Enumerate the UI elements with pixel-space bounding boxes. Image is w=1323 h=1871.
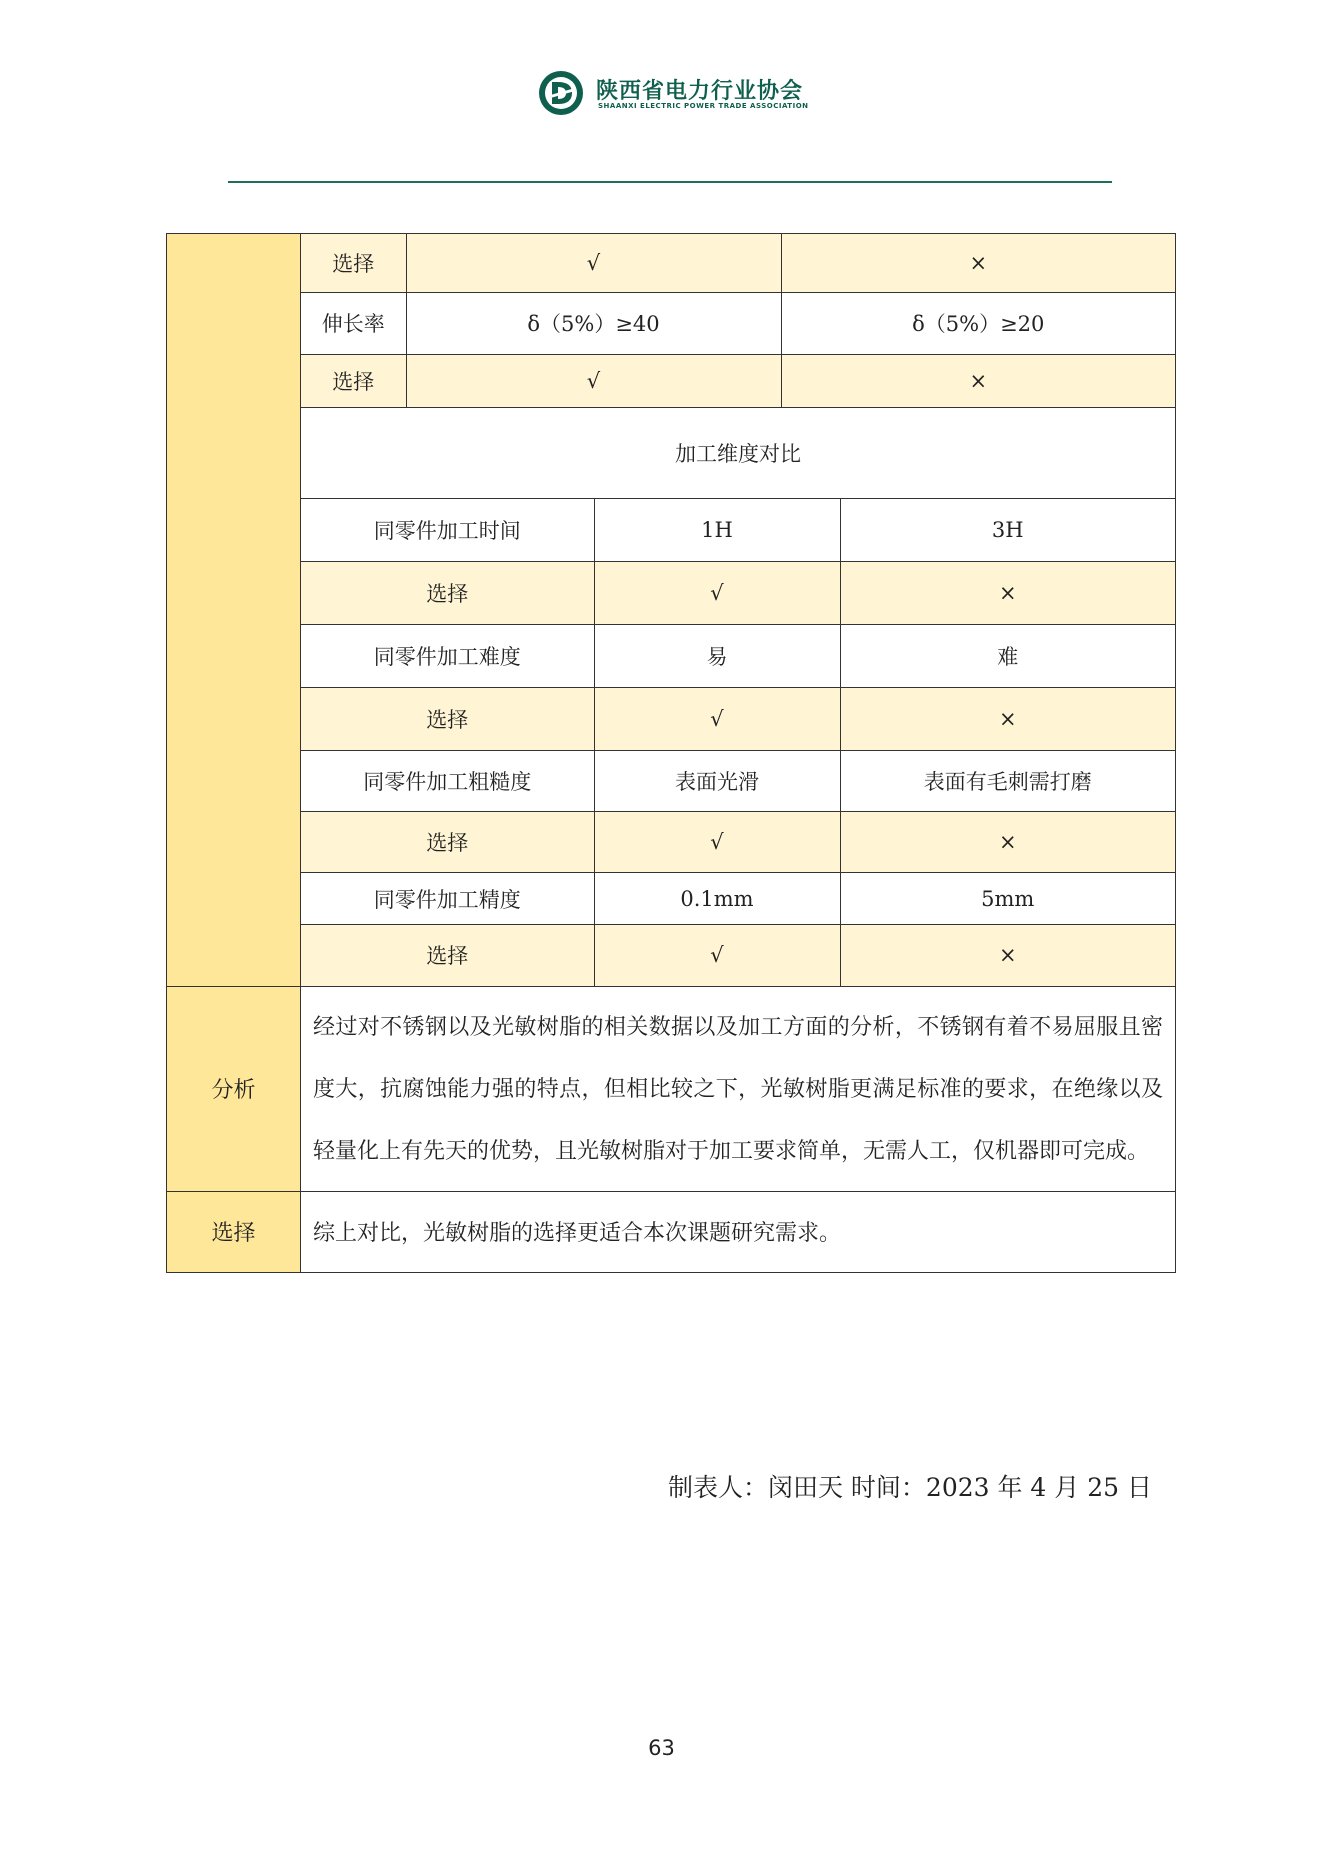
- cell-label: 选择: [301, 925, 594, 986]
- comparison-body: [301, 234, 1176, 987]
- analysis-label: 分析: [167, 986, 301, 1191]
- cell-col1: √: [594, 812, 840, 873]
- cell-label: 选择: [301, 812, 594, 873]
- table-row: [301, 234, 1175, 292]
- org-name: 陕西省电力行业协会: [596, 79, 804, 104]
- processing-title-table: [301, 408, 1175, 499]
- cell-col2: 3H: [840, 499, 1175, 562]
- cell-label: 选择: [301, 354, 406, 407]
- table-row: [301, 292, 1175, 354]
- page-number: 63: [648, 1736, 675, 1760]
- processing-rows: [301, 499, 1175, 986]
- processing-section-title: 加工维度对比: [301, 408, 1175, 499]
- cell-label: 同零件加工精度: [301, 873, 594, 925]
- table-row: [301, 562, 1175, 625]
- cell-col1: 易: [594, 625, 840, 688]
- cell-label: 同零件加工难度: [301, 625, 594, 688]
- cell-label: 选择: [301, 562, 594, 625]
- table-row: [301, 499, 1175, 562]
- table-row: [301, 625, 1175, 688]
- cell-col1: 表面光滑: [594, 751, 840, 812]
- table-row: [301, 812, 1175, 873]
- cell-col1: 0.1mm: [594, 873, 840, 925]
- table-maker-note: 制表人：闵田天 时间：2023 年 4 月 25 日: [667, 1473, 1152, 1502]
- header-rule: [228, 181, 1112, 183]
- cell-label: 同零件加工粗糙度: [301, 751, 594, 812]
- table-row: [301, 925, 1175, 986]
- table-row: [301, 354, 1175, 407]
- cell-col2: 难: [840, 625, 1175, 688]
- cell-col2: ×: [840, 812, 1175, 873]
- page-header: [0, 62, 1323, 122]
- cell-col1: √: [594, 925, 840, 986]
- table-row: [301, 751, 1175, 812]
- choice-label: 选择: [167, 1191, 301, 1272]
- org-name-en: SHAANXI ELECTRIC POWER TRADE ASSOCIATION: [598, 102, 809, 110]
- table-row: [301, 873, 1175, 925]
- cell-col2: ×: [781, 234, 1175, 292]
- choice-text: 综上对比，光敏树脂的选择更适合本次课题研究需求。: [301, 1191, 1176, 1272]
- cell-col2: ×: [840, 925, 1175, 986]
- cell-label: 同零件加工时间: [301, 499, 594, 562]
- cell-label: 选择: [301, 234, 406, 292]
- cell-col2: δ（5%）≥20: [781, 292, 1175, 354]
- cell-label: 伸长率: [301, 292, 406, 354]
- cell-col2: ×: [840, 688, 1175, 751]
- cell-col1: √: [594, 562, 840, 625]
- cell-col2: ×: [840, 562, 1175, 625]
- cell-col1: δ（5%）≥40: [406, 292, 781, 354]
- cell-col1: √: [406, 234, 781, 292]
- cell-col1: 1H: [594, 499, 840, 562]
- table-row: [301, 688, 1175, 751]
- association-logo-icon: [538, 70, 584, 116]
- analysis-text: 经过对不锈钢以及光敏树脂的相关数据以及加工方面的分析，不锈钢有着不易屈服且密度大，抗腐蚀能力强的特点，但相比较之下，光敏树脂更满足标准的要求，在绝缘以及轻量化上有先天的优势，且光敏树脂对于加工要求简单，无需人工，仅机器即可完成。: [301, 986, 1176, 1191]
- cell-label: 选择: [301, 688, 594, 751]
- comparison-table: [166, 233, 1176, 1273]
- side-column-empty: [167, 234, 301, 987]
- cell-col1: √: [406, 354, 781, 407]
- cell-col2: 表面有毛刺需打磨: [840, 751, 1175, 812]
- cell-col2: 5mm: [840, 873, 1175, 925]
- cell-col2: ×: [781, 354, 1175, 407]
- material-rows: [301, 234, 1175, 408]
- cell-col1: √: [594, 688, 840, 751]
